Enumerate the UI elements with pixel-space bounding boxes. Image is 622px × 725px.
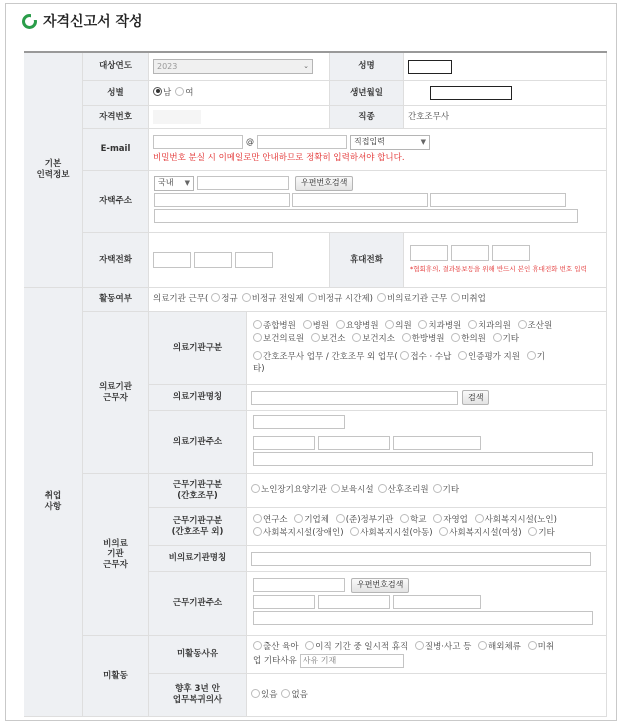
mobile-field-1[interactable] bbox=[410, 245, 448, 261]
name-field[interactable] bbox=[408, 60, 452, 74]
inactive-reason-option-label: 질병·사고 등 bbox=[424, 642, 472, 653]
med-type-option-label: 한의원 bbox=[461, 333, 486, 344]
work-other-option-label: 기업체 bbox=[304, 514, 329, 525]
work-other-option-label: 사회복지시설(장애인) bbox=[263, 527, 344, 538]
email-id-field[interactable] bbox=[153, 135, 243, 149]
country-select[interactable] bbox=[154, 176, 194, 191]
work-type-other-label: 근무기관구분 (간호조무 외) bbox=[149, 508, 247, 546]
email-domain-field[interactable] bbox=[257, 135, 347, 149]
job-label: 직종 bbox=[330, 106, 404, 129]
work-other-radio[interactable] bbox=[294, 514, 303, 523]
med-name-cell bbox=[247, 385, 607, 411]
activity-option[interactable] bbox=[308, 293, 373, 306]
mobile-field-2[interactable] bbox=[451, 245, 489, 261]
work-other-option[interactable] bbox=[433, 515, 468, 525]
med-type-row-1 bbox=[253, 320, 600, 333]
birth-cell bbox=[404, 81, 607, 106]
med-type-option-label: 조산원 bbox=[527, 321, 553, 331]
med-duty-radio[interactable] bbox=[400, 351, 409, 360]
inactive-reason-radio[interactable] bbox=[478, 641, 487, 650]
chevron-down-icon: ▼ bbox=[184, 178, 190, 187]
work-address-cell bbox=[247, 572, 607, 636]
work-other-option-label: (준)정부기관 bbox=[345, 514, 394, 525]
med-duty-radio[interactable] bbox=[527, 351, 536, 360]
med-type-option-label: 의원 bbox=[395, 321, 412, 331]
work-other-option[interactable] bbox=[336, 515, 394, 525]
work-aide-option[interactable] bbox=[251, 484, 327, 497]
work-other-option-label: 연구소 bbox=[263, 514, 288, 525]
med-address-detail-field[interactable] bbox=[253, 452, 593, 466]
med-duty-radio[interactable] bbox=[253, 351, 262, 360]
inactive-reason-radio[interactable] bbox=[305, 641, 314, 650]
med-duty-prefix: 간호조무사 업무 / 간호조무 외 업무( bbox=[263, 351, 398, 362]
page-header bbox=[22, 11, 143, 31]
inactive-reason-text-field[interactable]: 사유 기재 bbox=[300, 654, 404, 668]
activity-radio[interactable] bbox=[377, 293, 386, 302]
home-address-label: 자택주소 bbox=[83, 171, 149, 233]
work-other-option[interactable] bbox=[400, 515, 426, 525]
home-phone-label: 자택전화 bbox=[83, 233, 149, 288]
med-type-option-label: 보건소 bbox=[320, 333, 346, 344]
med-type-label: 의료기관구분 bbox=[149, 312, 247, 385]
work-aide-radio[interactable] bbox=[378, 484, 387, 493]
med-type-radio[interactable] bbox=[468, 320, 477, 329]
activity-radio[interactable] bbox=[308, 293, 317, 302]
home-address-field-1[interactable] bbox=[154, 193, 290, 207]
inactive-reason-option-label: 해외체류 bbox=[488, 642, 521, 653]
work-postcode-search-button[interactable]: 우편번호검색 bbox=[351, 578, 409, 593]
work-other-option[interactable] bbox=[475, 515, 557, 525]
work-aide-option-label: 노인장기요양기관 bbox=[261, 485, 327, 496]
med-duty-option-label: 접수 · 수납 bbox=[410, 351, 452, 362]
work-aide-radio[interactable] bbox=[251, 484, 260, 493]
activity-prefix: 의료기관 근무( bbox=[153, 294, 209, 305]
activity-radio[interactable] bbox=[242, 293, 251, 302]
med-type-option[interactable] bbox=[303, 321, 329, 331]
med-type-option-label: 보건지소 bbox=[362, 333, 395, 344]
gender-male-radio[interactable] bbox=[153, 87, 162, 96]
gender-male-option[interactable] bbox=[153, 87, 171, 100]
activity-option-label: 비정규 전일제 bbox=[251, 294, 304, 305]
work-type-aide-cell bbox=[247, 474, 607, 508]
activity-option-label: 정규 bbox=[221, 294, 238, 305]
birth-label: 생년월일 bbox=[330, 81, 404, 106]
home-phone-field-1[interactable] bbox=[153, 252, 191, 268]
activity-option-label: 비의료기관 근무 bbox=[387, 294, 448, 305]
section-basic-header: 기본 인력정보 bbox=[24, 53, 83, 288]
med-type-option[interactable] bbox=[311, 334, 346, 344]
circle-logo-icon bbox=[22, 14, 37, 29]
name-label: 성명 bbox=[330, 53, 404, 81]
activity-cell bbox=[149, 288, 607, 312]
med-duty-tail: 타) bbox=[253, 364, 265, 375]
med-type-option-label: 보건의료원 bbox=[263, 333, 305, 344]
nonmed-name-field[interactable] bbox=[251, 552, 591, 566]
inactive-reason-option[interactable] bbox=[305, 642, 408, 652]
gender-male-label: 남 bbox=[163, 87, 172, 98]
med-postcode-field[interactable] bbox=[253, 415, 345, 429]
med-type-option[interactable] bbox=[402, 334, 445, 344]
work-aide-option-label: 산후조리원 bbox=[387, 485, 429, 496]
inactive-header: 미활동 bbox=[83, 636, 149, 717]
work-other-option-label: 사회복지시설(노인) bbox=[484, 514, 557, 525]
home-address-field-2[interactable] bbox=[292, 193, 428, 207]
inactive-reason-option-label: 미취 bbox=[537, 642, 555, 653]
med-duty-option[interactable] bbox=[527, 352, 545, 362]
email-label: E-mail bbox=[83, 129, 149, 171]
med-type-option-label: 치과의원 bbox=[477, 321, 511, 331]
mobile-label: 휴대전화 bbox=[330, 233, 404, 288]
med-type-radio[interactable] bbox=[402, 333, 411, 342]
med-duty-option[interactable] bbox=[400, 352, 451, 362]
activity-option-label: 미취업 bbox=[461, 294, 486, 305]
inactive-reason-option[interactable] bbox=[415, 642, 471, 652]
work-other-radio[interactable] bbox=[336, 514, 345, 523]
return-yes-radio[interactable] bbox=[251, 689, 260, 698]
med-name-field[interactable] bbox=[251, 391, 458, 405]
medical-worker-header: 의료기관 근무자 bbox=[83, 312, 149, 474]
email-domain-value: 직접입력 bbox=[354, 137, 385, 147]
year-label: 대상연도 bbox=[83, 53, 149, 81]
med-type-option[interactable] bbox=[493, 334, 519, 344]
activity-option[interactable] bbox=[211, 293, 237, 306]
med-type-radio[interactable] bbox=[385, 320, 394, 329]
med-type-option[interactable] bbox=[253, 321, 296, 331]
med-type-option-label: 기타 bbox=[502, 333, 520, 344]
med-address-cell bbox=[247, 411, 607, 474]
return-intent-cell bbox=[247, 674, 607, 717]
med-duty-option[interactable] bbox=[458, 352, 520, 362]
inactive-other-row bbox=[253, 654, 600, 668]
med-type-option-label: 치과병원 bbox=[428, 321, 462, 331]
work-aide-option[interactable] bbox=[378, 484, 429, 497]
inactive-reason-radio[interactable] bbox=[528, 641, 537, 650]
activity-option[interactable] bbox=[242, 293, 304, 306]
mobile-cell bbox=[404, 233, 607, 288]
med-type-option[interactable] bbox=[253, 334, 304, 344]
work-other-radio[interactable] bbox=[253, 527, 262, 536]
year-value: 2023 bbox=[157, 61, 178, 71]
med-type-option-label: 한방병원 bbox=[411, 333, 445, 344]
med-type-radio[interactable] bbox=[303, 320, 312, 329]
email-cell bbox=[149, 129, 607, 171]
med-type-radio[interactable] bbox=[352, 333, 361, 342]
inactive-reason-option[interactable] bbox=[478, 642, 521, 652]
work-aide-option[interactable] bbox=[331, 484, 374, 497]
country-value: 국내 bbox=[158, 178, 174, 188]
med-address-field-2[interactable] bbox=[318, 436, 390, 450]
license-cell bbox=[149, 106, 330, 129]
activity-label: 활동여부 bbox=[83, 288, 149, 312]
non-medical-worker-header: 비의료 기관 근무자 bbox=[83, 474, 149, 636]
activity-radio[interactable] bbox=[211, 293, 220, 302]
return-no-label: 없음 bbox=[291, 689, 308, 700]
med-type-option-label: 병원 bbox=[312, 321, 329, 331]
job-value: 간호조무사 bbox=[408, 111, 450, 122]
work-other-option[interactable] bbox=[253, 515, 288, 525]
return-yes-option[interactable] bbox=[251, 689, 277, 702]
home-address-detail-field[interactable] bbox=[154, 209, 578, 223]
job-cell bbox=[404, 106, 607, 129]
work-address-label: 근무기관주소 bbox=[149, 572, 247, 636]
home-address-cell bbox=[149, 171, 607, 233]
med-type-radio[interactable] bbox=[253, 320, 262, 329]
work-type-aide-label: 근무기관구분 (간호조무) bbox=[149, 474, 247, 508]
home-phone-field-3[interactable] bbox=[235, 252, 273, 268]
med-type-option[interactable] bbox=[468, 321, 511, 331]
inactive-reason-cell bbox=[247, 636, 607, 674]
med-address-field-1[interactable] bbox=[253, 436, 315, 450]
activity-option[interactable] bbox=[377, 293, 447, 306]
work-other-row-2 bbox=[253, 527, 600, 540]
home-postcode-search-button[interactable]: 우편번호검색 bbox=[295, 176, 353, 191]
work-aide-option-label: 보육시설 bbox=[340, 485, 374, 496]
return-yes-label: 있음 bbox=[261, 689, 278, 700]
med-type-cell bbox=[247, 312, 607, 385]
work-other-option-label: 자영업 bbox=[443, 514, 468, 525]
work-other-option[interactable] bbox=[528, 528, 554, 538]
work-other-radio[interactable] bbox=[439, 527, 448, 536]
gender-female-option[interactable] bbox=[175, 87, 193, 100]
nonmed-name-label: 비의료기관명칭 bbox=[149, 546, 247, 572]
med-address-label: 의료기관주소 bbox=[149, 411, 247, 474]
work-aide-radio[interactable] bbox=[433, 484, 442, 493]
home-phone-field-2[interactable] bbox=[194, 252, 232, 268]
work-other-row-1 bbox=[253, 514, 600, 527]
email-domain-select[interactable] bbox=[350, 135, 430, 150]
inactive-reason-option-label: 이직 기간 중 일시적 휴직 bbox=[315, 642, 409, 653]
work-other-option[interactable] bbox=[294, 515, 329, 525]
med-type-option-label: 종합병원 bbox=[263, 321, 296, 331]
med-duty-radio[interactable] bbox=[458, 351, 467, 360]
home-postcode-field[interactable] bbox=[197, 176, 289, 190]
license-label: 자격번호 bbox=[83, 106, 149, 129]
med-type-option[interactable] bbox=[385, 321, 411, 331]
mobile-notice: *협회휴의, 결과통보등을 위해 반드시 본인 휴대전화 번호 입력 bbox=[410, 265, 587, 274]
gender-label: 성별 bbox=[83, 81, 149, 106]
med-duty-option-label: 인증평가 지원 bbox=[468, 351, 520, 362]
work-address-detail-field[interactable] bbox=[253, 611, 593, 625]
inactive-reason-option-label: 출산 육아 bbox=[263, 642, 299, 653]
work-other-radio[interactable] bbox=[528, 527, 537, 536]
work-other-radio[interactable] bbox=[400, 514, 409, 523]
med-duty-row bbox=[253, 351, 600, 377]
work-other-option-label: 사회복지시설(여성) bbox=[449, 527, 522, 538]
work-other-radio[interactable] bbox=[350, 527, 359, 536]
med-duty-option-label: 기 bbox=[536, 351, 545, 362]
inactive-reason-radio[interactable] bbox=[253, 641, 262, 650]
work-other-option-label: 기타 bbox=[538, 527, 555, 538]
home-address-field-3[interactable] bbox=[430, 193, 566, 207]
work-aide-option[interactable] bbox=[433, 484, 459, 497]
return-no-radio[interactable] bbox=[281, 689, 290, 698]
activity-option-label: 비정규 시간제) bbox=[317, 294, 373, 305]
work-other-option[interactable] bbox=[439, 528, 521, 538]
work-other-radio[interactable] bbox=[253, 514, 262, 523]
inactive-other-label: 업 기타사유 bbox=[253, 655, 297, 666]
license-value bbox=[153, 110, 201, 124]
chevron-down-icon: ⌄ bbox=[303, 62, 309, 71]
med-type-radio[interactable] bbox=[311, 333, 320, 342]
med-type-row-2 bbox=[253, 333, 600, 346]
inactive-reason-option[interactable] bbox=[528, 642, 554, 652]
work-postcode-field[interactable] bbox=[253, 578, 345, 592]
med-type-radio[interactable] bbox=[493, 333, 502, 342]
work-other-option-label: 학교 bbox=[410, 514, 427, 525]
work-other-radio[interactable] bbox=[433, 514, 442, 523]
work-other-radio[interactable] bbox=[475, 514, 484, 523]
year-select[interactable] bbox=[153, 59, 313, 74]
email-notice: 비밀번호 분실 시 이메일로만 안내하므로 정확히 입력하셔야 합니다. bbox=[153, 152, 405, 163]
return-no-option[interactable] bbox=[281, 689, 307, 702]
work-address-field-3[interactable] bbox=[393, 595, 481, 609]
gender-female-radio[interactable] bbox=[175, 87, 184, 96]
work-address-field-2[interactable] bbox=[318, 595, 390, 609]
email-at-sign: @ bbox=[246, 137, 254, 147]
gender-cell bbox=[149, 81, 330, 106]
birth-field[interactable] bbox=[430, 86, 512, 100]
activity-radio[interactable] bbox=[451, 293, 460, 302]
med-name-label: 의료기관명칭 bbox=[149, 385, 247, 411]
med-type-option[interactable] bbox=[336, 321, 379, 331]
work-aide-radio[interactable] bbox=[331, 484, 340, 493]
name-cell bbox=[404, 53, 607, 81]
med-type-radio[interactable] bbox=[518, 320, 527, 329]
return-intent-label: 향후 3년 안 업무복귀의사 bbox=[149, 674, 247, 717]
inactive-reason-option[interactable] bbox=[253, 642, 299, 652]
inactive-reason-row bbox=[253, 641, 600, 654]
inactive-reason-label: 미활동사유 bbox=[149, 636, 247, 674]
nonmed-name-cell bbox=[247, 546, 607, 572]
med-type-option[interactable] bbox=[418, 321, 461, 331]
mobile-field-3[interactable] bbox=[492, 245, 530, 261]
work-address-field-1[interactable] bbox=[253, 595, 315, 609]
gender-female-label: 여 bbox=[185, 87, 194, 98]
page-title: 자격신고서 작성 bbox=[43, 14, 143, 30]
work-aide-option-label: 기타 bbox=[442, 485, 460, 496]
year-cell bbox=[149, 53, 330, 81]
work-other-option-label: 사회복지시설(아동) bbox=[360, 527, 433, 538]
home-phone-cell bbox=[149, 233, 330, 288]
med-type-option-label: 요양병원 bbox=[345, 321, 379, 331]
med-type-option[interactable] bbox=[451, 334, 486, 344]
med-address-field-3[interactable] bbox=[393, 436, 481, 450]
med-type-option[interactable] bbox=[352, 334, 395, 344]
work-other-option[interactable] bbox=[253, 528, 344, 538]
activity-option[interactable] bbox=[451, 293, 486, 306]
chevron-down-icon: ▼ bbox=[420, 137, 426, 146]
work-type-other-cell bbox=[247, 508, 607, 546]
med-type-option[interactable] bbox=[518, 321, 553, 331]
work-other-option[interactable] bbox=[350, 528, 432, 538]
license-report-form bbox=[24, 51, 607, 715]
med-type-radio[interactable] bbox=[253, 333, 262, 342]
section-employment-header: 취업 사항 bbox=[24, 288, 83, 717]
med-search-button[interactable]: 검색 bbox=[462, 390, 489, 405]
med-type-radio[interactable] bbox=[418, 320, 427, 329]
med-type-radio[interactable] bbox=[451, 333, 460, 342]
med-type-radio[interactable] bbox=[336, 320, 345, 329]
inactive-reason-radio[interactable] bbox=[415, 641, 424, 650]
